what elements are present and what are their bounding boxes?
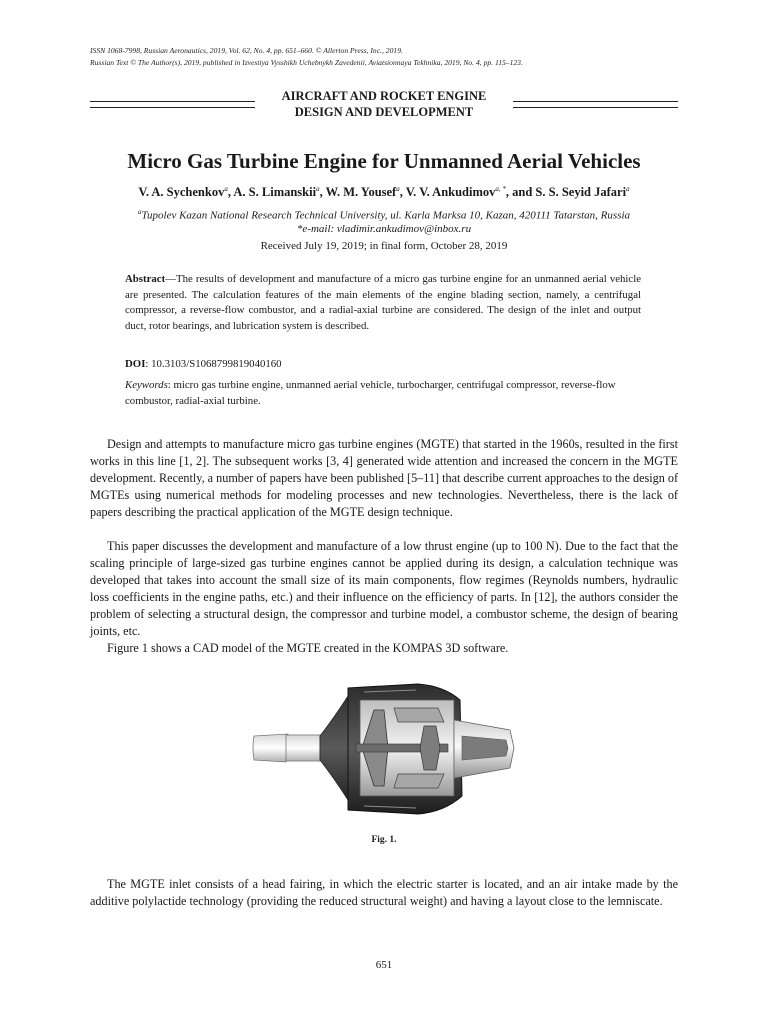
section-heading-line-1: AIRCRAFT AND ROCKET ENGINE — [281, 89, 487, 103]
journal-header-line-1: ISSN 1068-7998, Russian Aeronautics, 2019, Vol. 62, No. 4, pp. 651–660. © Allerton Press, Inc., 2019. — [90, 46, 403, 55]
author-name: W. M. Yousef — [325, 185, 397, 200]
paper-title: Micro Gas Turbine Engine for Unmanned Aerial Vehicles — [127, 149, 641, 173]
journal-header — [90, 45, 710, 69]
figure-caption: Fig. 1. — [371, 835, 397, 845]
affiliation-mark: a — [138, 208, 142, 216]
abstract — [125, 272, 641, 334]
author-2 — [233, 185, 319, 199]
author-affiliation-mark: a — [396, 185, 400, 193]
journal-header-line-2: Russian Text © The Author(s), 2019, published in Izvestiya Vysshikh Uchebnykh Zavedenii, Aviatsionnaya Tekhnika, 2019, No. 4, pp. 115–123. — [90, 58, 523, 67]
doi-value: : 10.3103/S1068799819040160 — [145, 358, 282, 370]
keywords-label: Keywords — [125, 379, 168, 391]
author-affiliation-mark: a — [626, 185, 630, 193]
keywords-value: : micro gas turbine engine, unmanned aerial vehicle, turbocharger, centrifugal compressor, reverse-flow combustor, radial-axial turbine. — [125, 379, 616, 407]
author-name: V. A. Sychenkov — [138, 185, 225, 200]
author-4 — [406, 185, 506, 199]
author-separator: , — [399, 185, 406, 200]
body-paragraph-4: The MGTE inlet consists of a head fairing, in which the electric starter is located, and an air intake made by the additive polylactide technology (providing the reduced structural weight) and having a layout close to the lemniscate. — [90, 877, 678, 908]
author-separator: , — [319, 185, 326, 200]
author-1 — [138, 185, 227, 199]
engine-cad-model-icon — [248, 678, 520, 820]
figure-1-engine-cad-icon — [248, 678, 520, 820]
abstract-label: Abstract — [125, 273, 166, 285]
doi — [125, 357, 641, 373]
author-affiliation-mark: a — [224, 185, 228, 193]
author-name: V. V. Ankudimov — [405, 185, 496, 200]
keywords — [125, 378, 641, 409]
body-paragraph-1: Design and attempts to manufacture micro gas turbine engines (MGTE) that started in the 1960s, resulted in the first works in this line [1, 2]. The subsequent works [3, 4] generated wide attention and increased the concern in the MGTE development. Recently, a number of papers have been published [5–11] that describe current approaches to the design of MGTEs using numerical methods for modeling processes and new technologies. Nevertheless, there is the lack of papers describing the practical application of the MGTE design technique. — [90, 437, 678, 519]
abstract-text: —The results of development and manufacture of a micro gas turbine engine for an unmanned aerial vehicle are presented. The calculation features of the main elements of the engine blading section, namely, a centrifugal compressor, a reverse-flow combustor, and a radial-axial turbine are considered. The design of the inlet and output duct, rotor bearings, and lubrication system is described. — [125, 273, 641, 332]
author-5 — [535, 185, 629, 199]
section-heading — [90, 88, 678, 120]
author-affiliation-mark: a — [316, 185, 320, 193]
author-3 — [326, 185, 400, 199]
author-separator: , — [227, 185, 234, 200]
body-paragraph-3: Figure 1 shows a CAD model of the MGTE created in the KOMPAS 3D software. — [107, 641, 509, 655]
author-name: A. S. Limanskii — [233, 185, 317, 200]
section-heading-line-2: DESIGN AND DEVELOPMENT — [294, 105, 474, 119]
page-number: 651 — [375, 959, 393, 971]
author-affiliation-mark: a, * — [495, 185, 506, 193]
affiliation — [60, 205, 708, 223]
author-list — [60, 180, 708, 201]
corresponding-email: *e-mail: vladimir.ankudimov@inbox.ru — [296, 223, 472, 235]
affiliation-text: Tupolev Kazan National Research Technical University, ul. Karla Marksa 10, Kazan, 420111 Tatarstan, Russia — [141, 209, 630, 222]
author-name: S. S. Seyid Jafari — [535, 185, 627, 200]
body-paragraph-2: This paper discusses the development and manufacture of a low thrust engine (up to 100 N). Due to the fact that the scaling principle of large-sized gas turbine engines cannot be applied during its design, a calculation technique was developed that takes into account the small size of its main components, flow regimes (Reynolds numbers, hydraulic loss coefficients in the engine paths, etc.) and their influence on the efficiency of parts. In [12], the authors consider the problem of selecting a structural design, the compressor and turbine model, a combustor scheme, the design of bearing joints, etc. — [90, 539, 678, 638]
received-dates: Received July 19, 2019; in final form, October 28, 2019 — [260, 240, 508, 252]
author-separator: , and — [505, 185, 536, 200]
doi-label: DOI — [125, 358, 146, 370]
